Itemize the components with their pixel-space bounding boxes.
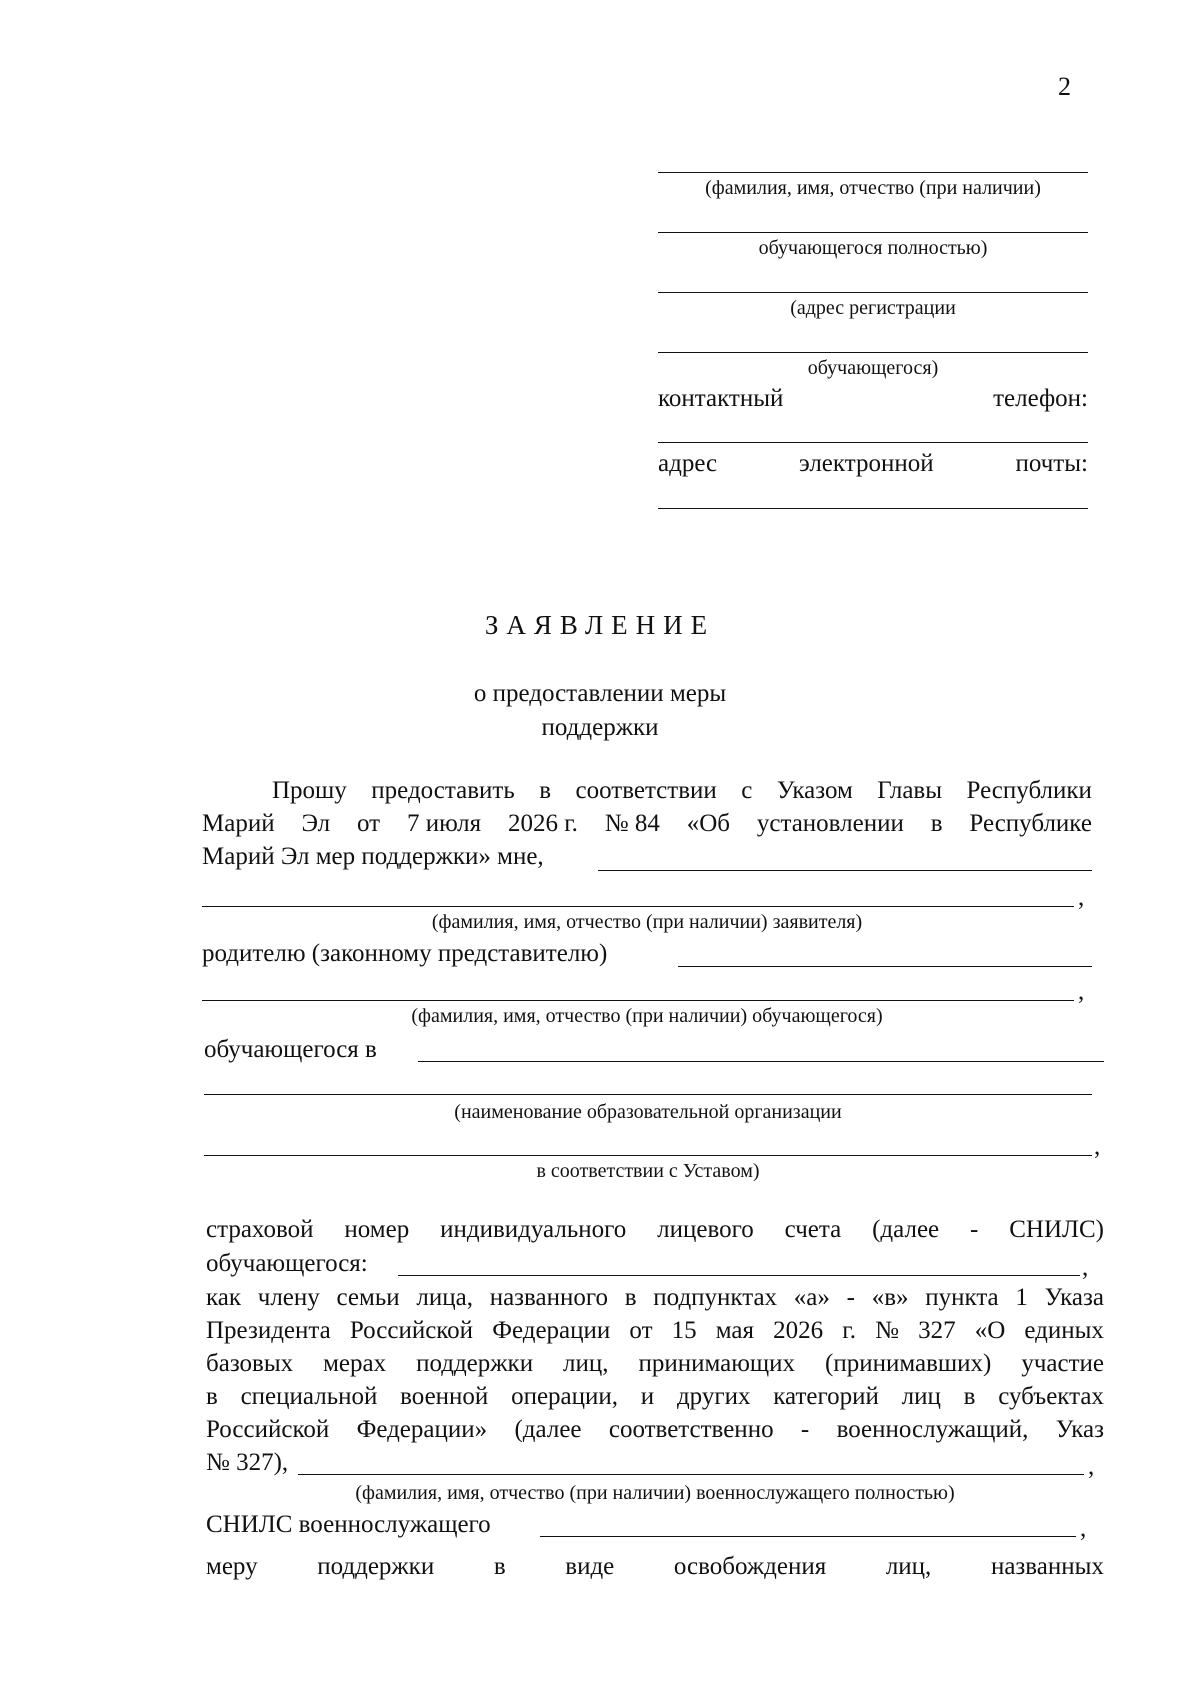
word: названного <box>489 1284 608 1311</box>
document-subtitle-2: поддержки <box>541 714 659 741</box>
applicant-caption: (фамилия, имя, отчество (при наличии) заявителя) <box>431 911 863 933</box>
address-line-2[interactable] <box>658 352 1088 353</box>
word: страховой <box>206 1216 314 1243</box>
word: 1 <box>1015 1284 1028 1311</box>
email-label <box>658 450 1088 478</box>
document-subtitle-1: о предоставлении меры <box>473 680 727 707</box>
word: Указа <box>1044 1284 1104 1311</box>
fio-line-2[interactable] <box>658 232 1088 233</box>
word: Президента <box>206 1317 331 1344</box>
snils-military-label: СНИЛС военнослужащего <box>206 1511 491 1538</box>
parent-line-1[interactable] <box>678 966 1092 967</box>
comma: , <box>1078 884 1085 911</box>
word: освобождения <box>673 1553 827 1580</box>
snils-line-2: обучающегося: <box>206 1250 368 1277</box>
word: участие <box>1021 1350 1104 1377</box>
word: пункта <box>925 1284 999 1311</box>
word: в <box>493 1553 506 1580</box>
org-line-3[interactable] <box>204 1155 1092 1156</box>
word: от <box>356 810 381 837</box>
word: в <box>963 1383 976 1410</box>
word: базовых <box>206 1350 294 1377</box>
body-line-1 <box>272 777 1092 805</box>
military-caption: (фамилия, имя, отчество (при наличии) военнослужащего полностью) <box>355 1482 955 1504</box>
word: лица, <box>416 1284 473 1311</box>
parent-label: родителю (законному представителю) <box>202 940 608 967</box>
para-line-2 <box>206 1317 1104 1345</box>
word: Республике <box>969 810 1092 837</box>
fio-caption-2: обучающегося полностью) <box>758 237 988 259</box>
word: меру <box>206 1553 258 1580</box>
address-caption: (адрес регистрации <box>790 297 956 319</box>
snils-line-1 <box>206 1216 1104 1244</box>
document-title: ЗАЯВЛЕНИЕ <box>484 610 716 640</box>
page-number: 2 <box>1058 72 1071 101</box>
snils-military-line[interactable] <box>540 1536 1076 1537</box>
word: с <box>741 777 753 804</box>
word: в <box>206 1383 218 1410</box>
word: от <box>629 1317 653 1344</box>
word: 2026 <box>773 1317 824 1344</box>
body-line-3: Марий Эл мер поддержки» мне, <box>202 843 544 870</box>
word: единых <box>1024 1317 1104 1344</box>
email-word-2: электронной <box>799 450 934 477</box>
student-label: обучающегося в <box>204 1036 377 1063</box>
word: номер <box>344 1216 410 1243</box>
word: Главы <box>877 777 943 804</box>
word: установлении <box>756 810 904 837</box>
word: «а» <box>793 1284 830 1311</box>
comma: , <box>1094 1133 1101 1160</box>
word: индивидуального <box>440 1216 627 1243</box>
body-line-2 <box>202 810 1092 838</box>
word: № <box>875 1317 899 1344</box>
applicant-line-2[interactable] <box>202 906 1074 907</box>
word: - <box>800 1416 810 1443</box>
applicant-line-1[interactable] <box>598 870 1092 871</box>
phone-line[interactable] <box>658 442 1088 443</box>
phone-word-1: контактный <box>658 385 784 412</box>
word: Указ <box>1055 1416 1104 1443</box>
word: субъектах <box>998 1383 1104 1410</box>
word: 15 <box>671 1317 697 1344</box>
word: операции, <box>511 1383 619 1410</box>
word: предоставить <box>371 777 515 804</box>
word: подпунктах <box>653 1284 778 1311</box>
email-word-1: адрес <box>658 450 718 477</box>
word: лиц, <box>563 1350 609 1377</box>
word: соответственно <box>608 1416 774 1443</box>
para-line-1 <box>206 1284 1104 1312</box>
para-line-6: № 327), <box>206 1449 289 1476</box>
word: лиц, <box>885 1553 932 1580</box>
word: Федерации <box>492 1317 611 1344</box>
word: Эл <box>301 810 331 837</box>
word: Марий <box>202 810 275 837</box>
word: категорий <box>773 1383 879 1410</box>
word: соответствии <box>575 777 717 804</box>
word: мерах <box>323 1350 387 1377</box>
word: «в» <box>871 1284 909 1311</box>
para-line-4 <box>206 1383 1104 1411</box>
para-line-3 <box>206 1350 1104 1378</box>
snils-student-line[interactable] <box>398 1275 1080 1276</box>
military-line[interactable] <box>298 1474 1084 1475</box>
last-line <box>206 1553 1104 1581</box>
word: военнослужащий, <box>836 1416 1029 1443</box>
word: лиц <box>901 1383 941 1410</box>
word: Федерации» <box>356 1416 488 1443</box>
word: (принимавших) <box>825 1350 992 1377</box>
student-caption: (фамилия, имя, отчество (при наличии) обучающегося) <box>411 1005 883 1027</box>
phone-word-2: телефон: <box>993 385 1088 412</box>
word: СНИЛС) <box>1009 1216 1104 1243</box>
word: 327 <box>918 1317 956 1344</box>
word: (далее <box>872 1216 940 1243</box>
word: в <box>624 1284 637 1311</box>
word: военной <box>400 1383 489 1410</box>
word: Российской <box>206 1416 330 1443</box>
comma: , <box>1082 1254 1089 1281</box>
word: принимающих <box>638 1350 796 1377</box>
word: и <box>640 1383 655 1410</box>
word: г. <box>842 1317 856 1344</box>
word: 2026 г. <box>507 810 578 837</box>
word: Республики <box>966 777 1092 804</box>
word: мая <box>715 1317 755 1344</box>
word: Российской <box>349 1317 474 1344</box>
word: - <box>970 1216 979 1243</box>
org-line-2[interactable] <box>204 1094 1092 1095</box>
word: № 84 <box>604 810 660 837</box>
word: Указом <box>776 777 853 804</box>
word: в <box>539 777 552 804</box>
address-line[interactable] <box>658 292 1088 293</box>
word: члену <box>257 1284 320 1311</box>
email-line[interactable] <box>658 508 1088 509</box>
word: счета <box>784 1216 842 1243</box>
word: других <box>676 1383 751 1410</box>
org-caption-1: (наименование образовательной организации <box>454 1101 842 1123</box>
word: лицевого <box>657 1216 754 1243</box>
fio-line[interactable] <box>658 172 1088 173</box>
comma: , <box>1080 1515 1087 1542</box>
word: поддержки <box>416 1350 534 1377</box>
comma: , <box>1088 1453 1095 1480</box>
word: как <box>206 1284 242 1311</box>
parent-line-2[interactable] <box>202 1000 1074 1001</box>
word: «Об <box>686 810 731 837</box>
para-line-5 <box>206 1416 1104 1444</box>
word: в <box>930 810 943 837</box>
word: - <box>846 1284 855 1311</box>
fio-caption: (фамилия, имя, отчество (при наличии) <box>705 177 1041 199</box>
email-word-3: почты: <box>1015 450 1088 477</box>
word: «О <box>974 1317 1006 1344</box>
org-line-1[interactable] <box>418 1061 1104 1062</box>
org-caption-2: в соответствии с Уставом) <box>536 1160 760 1182</box>
word: названных <box>990 1553 1104 1580</box>
word: семьи <box>336 1284 400 1311</box>
address-caption-2: обучающегося) <box>807 357 939 379</box>
word: специальной <box>240 1383 378 1410</box>
word: поддержки <box>317 1553 435 1580</box>
word: 7 июля <box>406 810 482 837</box>
word: Прошу <box>272 777 347 804</box>
word: виде <box>565 1553 615 1580</box>
phone-label <box>658 385 1088 413</box>
word: (далее <box>514 1416 582 1443</box>
comma: , <box>1078 978 1085 1005</box>
